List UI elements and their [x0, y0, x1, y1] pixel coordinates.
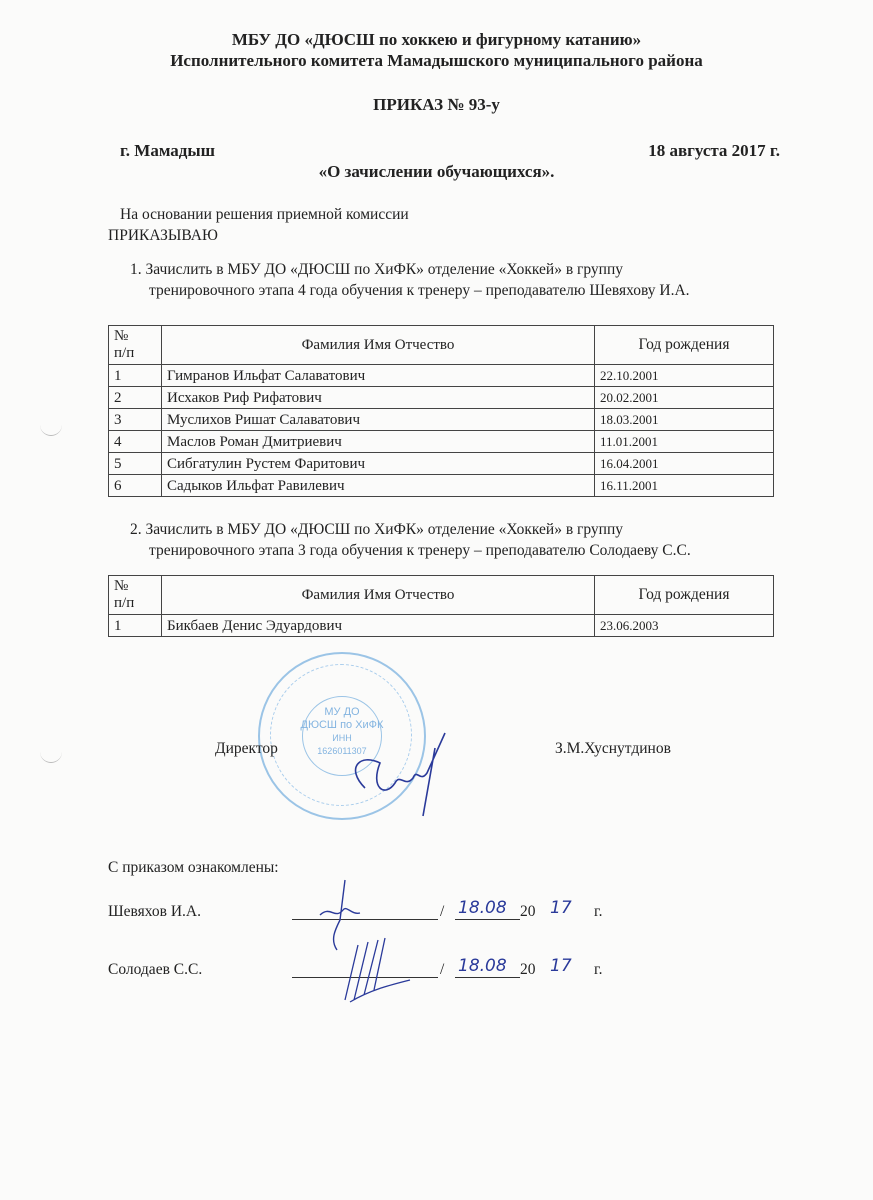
ack-year: 17 — [550, 898, 572, 918]
student-name: Садыков Ильфат Равилевич — [162, 475, 595, 497]
num-header: № п/п — [109, 576, 162, 615]
birth-date: 22.10.2001 — [595, 365, 774, 387]
city: г. Мамадыш — [120, 141, 216, 160]
ack-century: 20 — [520, 961, 536, 978]
document-date: 18 августа 2017 г. — [648, 141, 780, 160]
ack-date: 18.08 — [458, 956, 507, 976]
item1-line2: тренировочного этапа 4 года обучения к тренеру – преподавателю Шевяхову И.А. — [149, 282, 690, 299]
official-stamp: МУ ДО ДЮСШ по ХиФК ИНН 1626011307 — [258, 652, 426, 820]
basis-text: На основании решения приемной комиссии — [120, 206, 409, 223]
ack-date: 18.08 — [458, 898, 507, 918]
enrollment-table-1 — [108, 325, 774, 497]
director-position: Директор — [215, 740, 278, 757]
row-number: 6 — [109, 475, 162, 497]
student-name: Маслов Роман Дмитриевич — [162, 431, 595, 453]
table-header-row — [109, 576, 774, 615]
row-number: 1 — [109, 615, 162, 637]
org-name-line1: МБУ ДО «ДЮСШ по хоккею и фигурному катанию» — [231, 30, 642, 49]
birth-date: 16.04.2001 — [595, 453, 774, 475]
row-number: 5 — [109, 453, 162, 475]
student-name: Гимранов Ильфат Салаватович — [162, 365, 595, 387]
document-title: ПРИКАЗ № 93-у — [373, 95, 500, 114]
ack-suffix: г. — [594, 903, 603, 920]
item2-line1: 2. Зачислить в МБУ ДО «ДЮСШ по ХиФК» отделение «Хоккей» в группу — [130, 521, 624, 538]
item1-line1: 1. Зачислить в МБУ ДО «ДЮСШ по ХиФК» отделение «Хоккей» в группу — [130, 261, 624, 278]
table-row — [109, 387, 774, 409]
row-number: 1 — [109, 365, 162, 387]
row-number: 3 — [109, 409, 162, 431]
birth-date: 16.11.2001 — [595, 475, 774, 497]
birth-date: 20.02.2001 — [595, 387, 774, 409]
num-header: № п/п — [109, 326, 162, 365]
ack-suffix: г. — [594, 961, 603, 978]
student-name: Сибгатулин Рустем Фаритович — [162, 453, 595, 475]
enrollment-table-2 — [108, 575, 774, 637]
ack-name: Шевяхов И.А. — [108, 903, 201, 920]
ack-year: 17 — [550, 956, 572, 976]
student-name: Исхаков Риф Рифатович — [162, 387, 595, 409]
student-name: Муслихов Ришат Салаватович — [162, 409, 595, 431]
punch-hole-mark — [40, 425, 62, 436]
row-number: 2 — [109, 387, 162, 409]
item2-line2: тренировочного этапа 3 года обучения к тренеру – преподавателю Солодаеву С.С. — [149, 542, 691, 559]
table-row — [109, 453, 774, 475]
table-header-row — [109, 326, 774, 365]
row-number: 4 — [109, 431, 162, 453]
birth-header: Год рождения — [595, 326, 774, 365]
punch-hole-mark — [40, 752, 62, 763]
table-row — [109, 409, 774, 431]
birth-header: Год рождения — [595, 576, 774, 615]
student-name: Бикбаев Денис Эдуардович — [162, 615, 595, 637]
table-row — [109, 365, 774, 387]
birth-date: 23.06.2003 — [595, 615, 774, 637]
table-row — [109, 431, 774, 453]
ack-century: 20 — [520, 903, 536, 920]
table-row — [109, 475, 774, 497]
name-header: Фамилия Имя Отчество — [162, 326, 595, 365]
org-name-line2: Исполнительного комитета Мамадышского муниципального района — [170, 51, 703, 70]
acknowledgement-title: С приказом ознакомлены: — [108, 859, 279, 876]
director-name: З.М.Хуснутдинов — [555, 740, 671, 757]
name-header: Фамилия Имя Отчество — [162, 576, 595, 615]
table-row — [109, 615, 774, 637]
document-subject: «О зачислении обучающихся». — [318, 162, 555, 181]
ack-signature — [340, 930, 420, 1005]
ack-name: Солодаев С.С. — [108, 961, 203, 978]
order-word: ПРИКАЗЫВАЮ — [108, 227, 218, 244]
birth-date: 18.03.2001 — [595, 409, 774, 431]
birth-date: 11.01.2001 — [595, 431, 774, 453]
director-signature — [335, 728, 455, 818]
